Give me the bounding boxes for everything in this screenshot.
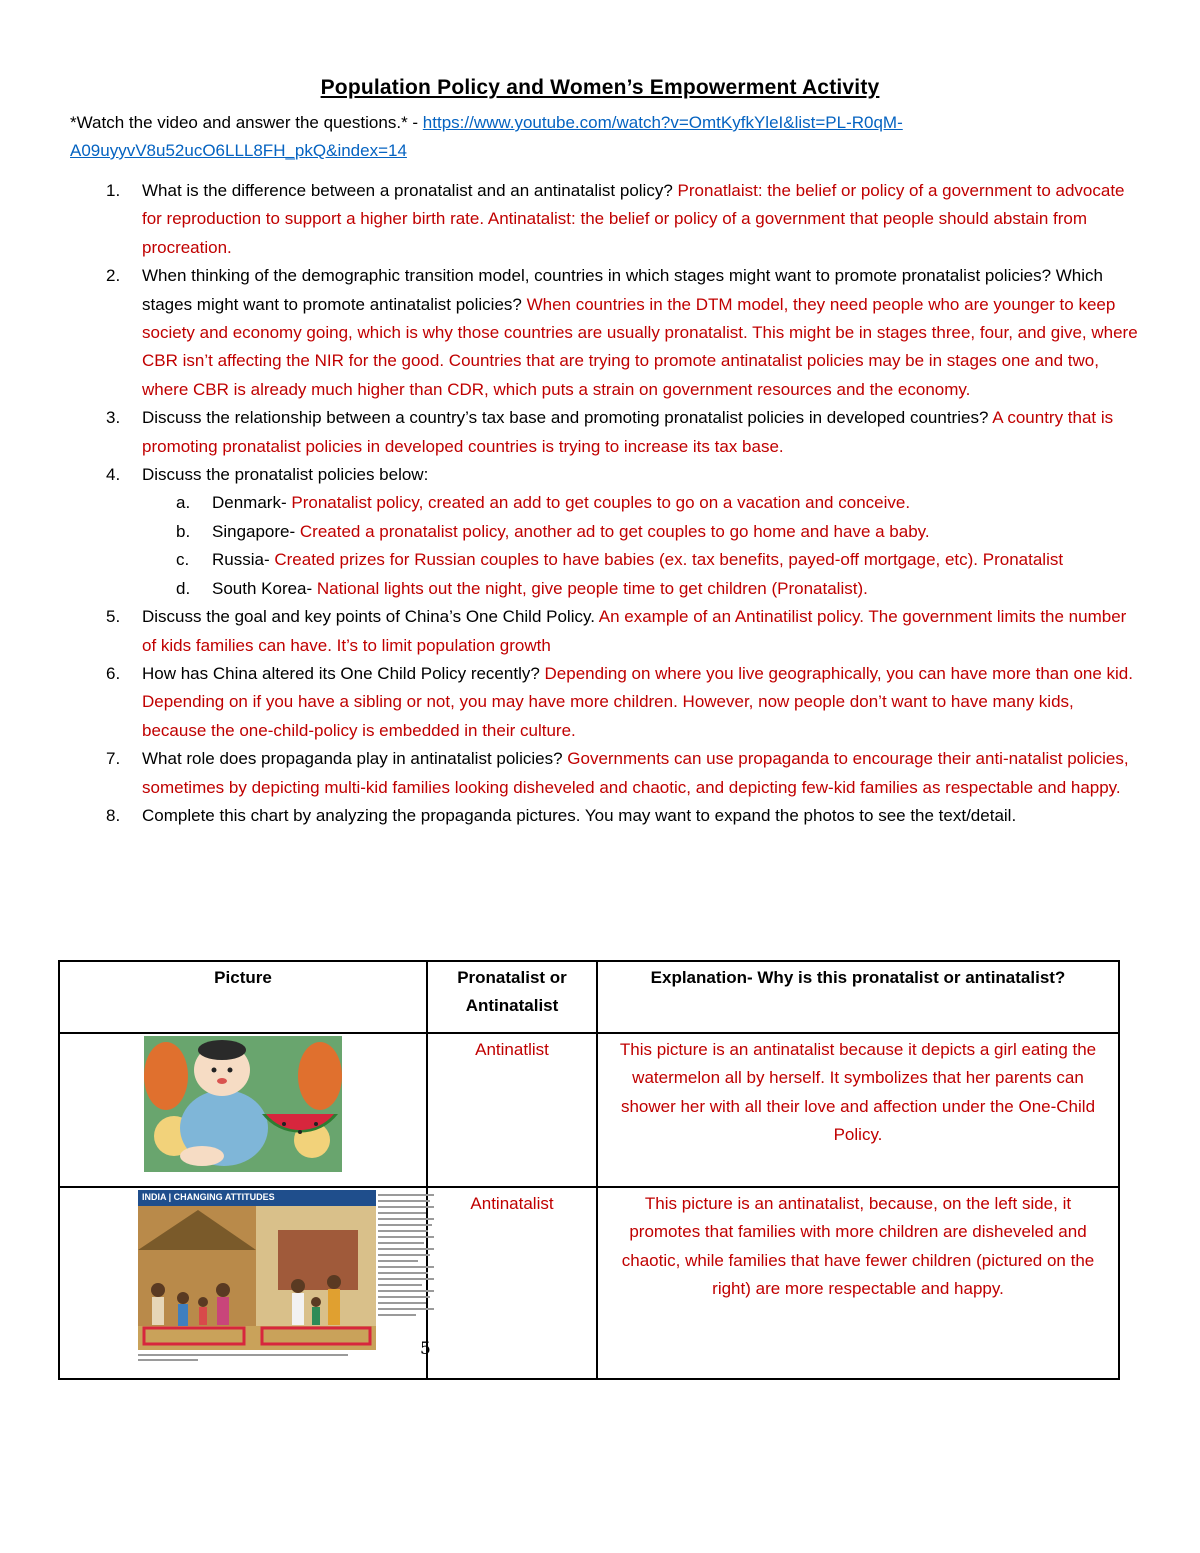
intro-text: *Watch the video and answer the questions.* - — [70, 113, 423, 132]
question-item: 6. How has China altered its One Child Policy recently? Depending on where you live geographically, you can have more than one kid. Depending on if you have a sibling or not, you may have more children. However, now people don’t want to have many kids, because the one-child-policy is embedded in their culture. — [106, 663, 1133, 740]
policy-item: b. Singapore- Created a pronatalist policy, another ad to get couples to go home and have a baby. — [176, 521, 930, 541]
question-item: 4. Discuss the pronatalist policies below: a. Denmark- Pronatalist policy, created an add to get couples to go on a vacation and conceive. b. Singapore- Created a pronatalist policy, another ad to get couples to go home and have a baby. c. Russia- Created prizes for Russian couples to have babies (ex. tax benefits, payed-off mortgage, etc). Pronatalist d. South Korea- National lights out the night, give people time to get children (Pronatalist). — [70, 461, 1140, 603]
explanation-cell: This picture is an antinatalist, because, on the left side, it promotes that families with more children are disheveled and chaotic, while families that have fewer children (pictured on the right) are more respectable and happy. — [597, 1187, 1119, 1379]
question-text: Complete this chart by analyzing the propaganda pictures. You may want to expand the photos to see the text/detail. — [142, 805, 1017, 825]
picture-cell — [59, 1033, 427, 1187]
india-poster — [138, 1188, 438, 1366]
watermelon-girl-poster-image — [144, 1036, 342, 1172]
answer-text: When countries in the DTM model, they need people who are younger to keep society and economy going, which is why those countries are usually pronatalist. This might be in stages three, four, and give, where CBR isn’t affecting the NIR for the good. Countries that are trying to promote antinatalist policies may be in stages one and two, where CBR is already much higher than CDR, which puts a strain on government resources and the economy. — [142, 294, 1138, 399]
table-row — [59, 1187, 1119, 1379]
question-item: 1. What is the difference between a pronatalist and an antinatalist policy? Pronatlaist: the belief or policy of a government to advocate for reproduction to support a higher birth rate. Antinatalist: the belief or policy of a government that people should abstain from procreation. — [106, 181, 1125, 257]
question-item: 8. Complete this chart by analyzing the propaganda pictures. You may want to expand the photos to see the text/detail. — [106, 805, 1017, 825]
poster-caption-image — [138, 1352, 358, 1362]
answer-text: An example of an Antinatilist policy. The government limits the number of kids families can have. It’s to limit population growth — [142, 607, 1127, 655]
answer-text: A country that is promoting pronatalist policies in developed countries is trying to increase its tax base. — [142, 408, 1114, 456]
poster-page-number: 5 — [420, 1339, 431, 1359]
question-item: 3. Discuss the relationship between a country’s tax base and promoting pronatalist policies in developed countries? A country that is promoting pronatalist policies in developed countries is trying to increase its tax base. — [106, 408, 1114, 456]
answer-text: Depending on where you live geographically, you can have more than one kid. Depending on if you have a sibling or not, you may have more children. However, now people don’t want to have many kids, because the one-child-policy is embedded in their culture. — [142, 663, 1133, 740]
answer-text: Governments can use propaganda to encourage their anti-natalist policies, sometimes by depicting multi-kid families looking disheveled and chaotic, and depicting few-kid families as respectable and happy. — [142, 749, 1129, 797]
question-item: 5. Discuss the goal and key points of China’s One Child Policy. An example of an Antinatilist policy. The government limits the number of kids families can have. It’s to limit population growth — [106, 607, 1127, 655]
question-list — [70, 177, 1140, 830]
type-cell: Antinatalist — [427, 1187, 597, 1379]
propaganda-chart — [58, 960, 1120, 1380]
explanation-cell: This picture is an antinatalist because it depicts a girl eating the watermelon all by herself. It symbolizes that her parents can shower her with all their love and affection under the One-Child Policy. — [597, 1033, 1119, 1187]
intro-instructions — [70, 109, 1140, 165]
question-text: When thinking of the demographic transition model, countries in which stages might want to promote pronatalist policies? Which stages might want to promote antinatalist policies? — [142, 266, 1103, 314]
policy-item: c. Russia- Created prizes for Russian couples to have babies (ex. tax benefits, payed-off mortgage, etc). Pronatalist — [176, 550, 1064, 570]
header-type: Pronatalist or Antinatalist — [427, 961, 597, 1033]
question-text: Discuss the relationship between a country’s tax base and promoting pronatalist policies in developed countries? — [142, 408, 993, 428]
question-text: What is the difference between a pronatalist and an antinatalist policy? — [142, 181, 678, 200]
answer-text: Pronatlaist: the belief or policy of a government to advocate for reproduction to support a higher birth rate. Antinatalist: the belief or policy of a government that people should abstain from procreation. — [142, 181, 1125, 257]
table-row — [59, 1033, 1119, 1187]
question-text: How has China altered its One Child Policy recently? — [142, 663, 545, 683]
video-link[interactable]: https://www.youtube.com/watch?v=OmtKyfkYleI&list=PL-R0qM- A09uyyvV8u52ucO6LLL8FH_pkQ&index=14 — [70, 113, 903, 160]
policy-item: d. South Korea- National lights out the night, give people time to get children (Pronatalist). — [176, 578, 868, 598]
picture-cell — [59, 1187, 431, 1379]
india-family-poster-image — [138, 1190, 376, 1350]
question-text: Discuss the goal and key points of China’s One Child Policy. — [142, 607, 599, 627]
question-item: 7. What role does propaganda play in antinatalist policies? Governments can use propaganda to encourage their anti-natalist policies, sometimes by depicting multi-kid families looking disheveled and chaotic, and depicting few-kid families as respectable and happy. — [106, 749, 1129, 797]
policy-list — [142, 489, 1140, 603]
header-picture: Picture — [59, 961, 427, 1033]
type-cell: Antinatlist — [427, 1033, 597, 1187]
header-explanation: Explanation- Why is this pronatalist or antinatalist? — [597, 961, 1119, 1033]
chart-header-row — [59, 961, 1119, 1033]
poster-heading: INDIA | CHANGING ATTITUDES — [142, 1192, 275, 1202]
question-text: Discuss the pronatalist policies below: — [142, 465, 429, 485]
policy-item: a. Denmark- Pronatalist policy, created an add to get couples to go on a vacation and conceive. — [176, 493, 911, 513]
question-item: 2. When thinking of the demographic transition model, countries in which stages might want to promote pronatalist policies? Which stages might want to promote antinatalist policies? When countries in the DTM model, they need people who are younger to keep society and economy going, which is why those countries are usually pronatalist. This might be in stages three, four, and give, where CBR isn’t affecting the NIR for the good. Countries that are trying to promote antinatalist policies may be in stages one and two, where CBR is already much higher than CDR, which puts a strain on government resources and the economy. — [106, 266, 1138, 399]
question-text: What role does propaganda play in antinatalist policies? — [142, 749, 568, 769]
document-title: Population Policy and Women’s Empowerment Activity — [320, 76, 880, 99]
poster-article-text-image — [376, 1192, 438, 1332]
